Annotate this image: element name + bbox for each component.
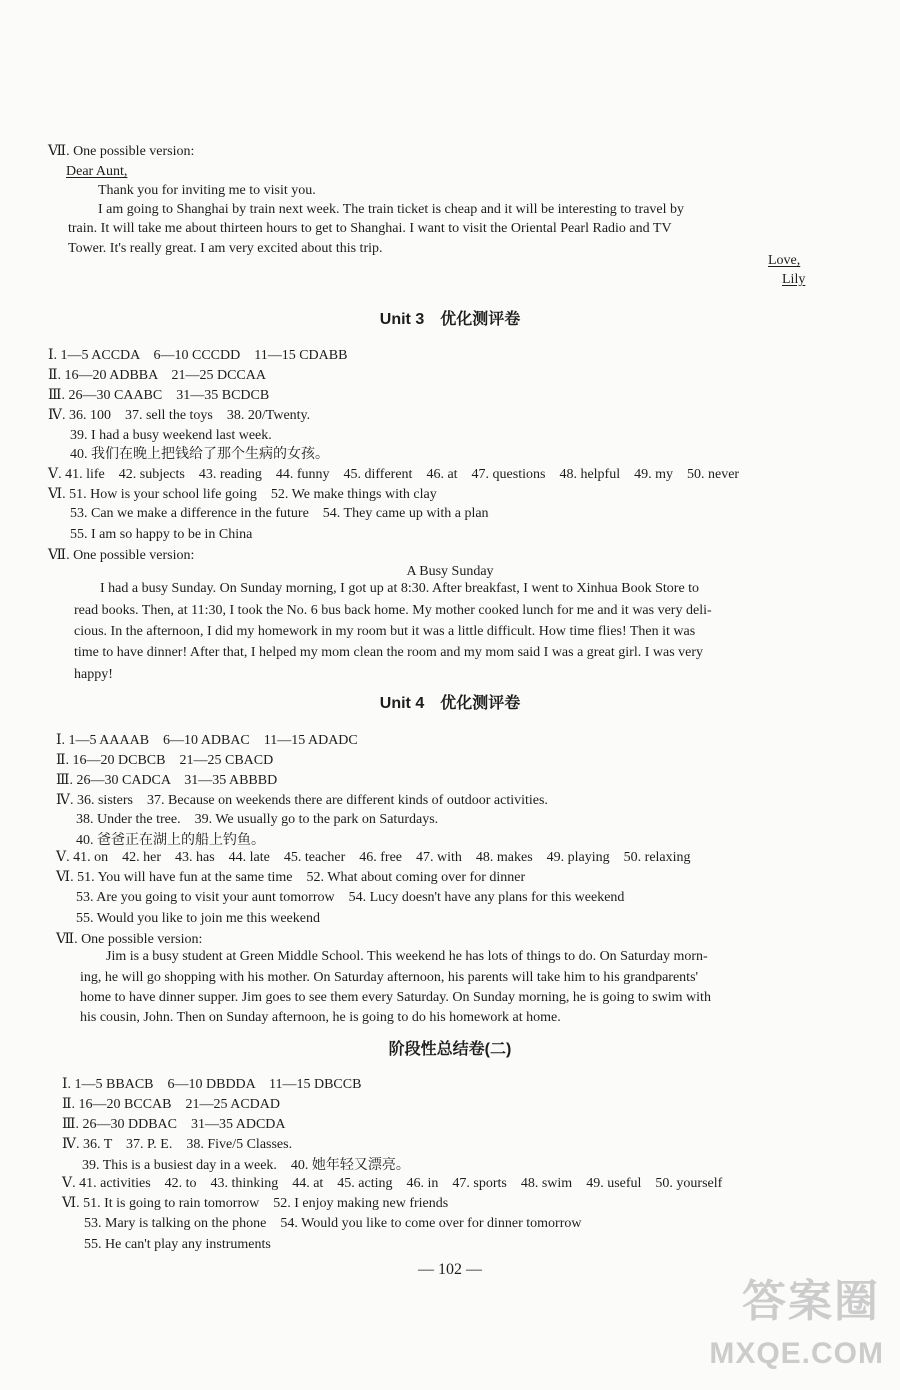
unit3-line: 53. Can we make a difference in the future 54. They came up with a plan	[70, 506, 489, 521]
unit3-essay-line: read books. Then, at 11:30, I took the No. 6 bus back home. My mother cooked lunch for me and it was very deli-	[74, 603, 712, 618]
letter-line: I am going to Shanghai by train next week. The train ticket is cheap and it will be interesting to travel by	[98, 202, 685, 217]
unit4-essay-line: his cousin, John. Then on Sunday afternoon, he is going to do his homework at home.	[80, 1010, 561, 1025]
unit4-line: 55. Would you like to join me this weekend	[76, 911, 320, 926]
letter-line: Thank you for inviting me to visit you.	[98, 183, 316, 198]
stage2-line: Ⅲ. 26—30 DDBAC 31—35 ADCDA	[62, 1117, 286, 1132]
unit3-line: 40. 我们在晚上把钱给了那个生病的女孩。	[70, 447, 329, 462]
unit3-title: Unit 3 优化测评卷	[379, 311, 521, 328]
stage2-line: Ⅰ. 1—5 BBACB 6—10 DBDDA 11—15 DBCCB	[62, 1077, 362, 1092]
unit3-essay-line: cious. In the afternoon, I did my homework in my room but it was a little difficult. How time flies! Then it was	[74, 624, 696, 639]
unit3-line: Ⅰ. 1—5 ACCDA 6—10 CCCDD 11—15 CDABB	[48, 348, 348, 363]
unit4-line: Ⅴ. 41. on 42. her 43. has 44. late 45. teacher 46. free 47. with 48. makes 49. playing 50. relaxing	[56, 850, 691, 865]
letter-signature: Lily	[782, 272, 806, 287]
stage2-line: 53. Mary is talking on the phone 54. Would you like to come over for dinner tomorrow	[84, 1216, 582, 1231]
unit4-title: Unit 4 优化测评卷	[379, 695, 521, 712]
unit4-essay-line: home to have dinner supper. Jim goes to see them every Saturday. On Sunday morning, he is going to swim with	[80, 990, 711, 1005]
stage2-line: Ⅱ. 16—20 BCCAB 21—25 ACDAD	[62, 1097, 280, 1112]
unit4-line: Ⅱ. 16—20 DCBCB 21—25 CBACD	[56, 753, 274, 768]
unit4-line: 40. 爸爸正在湖上的船上钓鱼。	[76, 833, 265, 848]
stage2-line: 55. He can't play any instruments	[84, 1237, 271, 1252]
unit4-line: Ⅲ. 26—30 CADCA 31—35 ABBBD	[56, 773, 278, 788]
unit3-essay-line: time to have dinner! After that, I helped my mom clean the room and my mom said I was a great girl. I was very	[74, 645, 704, 660]
unit3-line: Ⅲ. 26—30 CAABC 31—35 BCDCB	[48, 388, 270, 403]
unit3-line: Ⅴ. 41. life 42. subjects 43. reading 44. funny 45. different 46. at 47. questions 48. helpful 49. my 50. never	[48, 467, 740, 482]
unit4-line: Ⅶ. One possible version:	[56, 932, 203, 947]
unit3-line: Ⅳ. 36. 100 37. sell the toys 38. 20/Twenty.	[48, 408, 311, 423]
unit4-line: 38. Under the tree. 39. We usually go to the park on Saturdays.	[76, 812, 439, 827]
stage2-line: 39. This is a busiest day in a week. 40. 她年轻又漂亮。	[82, 1158, 410, 1173]
letter-closing: Love,	[768, 253, 801, 268]
page-number: — 102 —	[418, 1261, 482, 1278]
letter-line: train. It will take me about thirteen hours to get to Shanghai. I want to visit the Oriental Pearl Radio and TV	[68, 221, 672, 236]
unit3-essay-line: happy!	[74, 667, 113, 682]
unit4-essay-line: Jim is a busy student at Green Middle School. This weekend he has lots of things to do. On Saturday morn-	[106, 949, 708, 964]
unit3-line: Ⅶ. One possible version:	[48, 548, 195, 563]
letter-line: Tower. It's really great. I am very excited about this trip.	[68, 241, 383, 256]
stage2-line: Ⅴ. 41. activities 42. to 43. thinking 44. at 45. acting 46. in 47. sports 48. swim 49. useful 50. yourself	[62, 1176, 723, 1191]
unit4-line: Ⅳ. 36. sisters 37. Because on weekends there are different kinds of outdoor activities.	[56, 793, 548, 808]
unit3-line: Ⅵ. 51. How is your school life going 52. We make things with clay	[48, 487, 437, 502]
unit4-line: Ⅰ. 1—5 AAAAB 6—10 ADBAC 11—15 ADADC	[56, 733, 358, 748]
unit4-line: Ⅵ. 51. You will have fun at the same time 52. What about coming over for dinner	[56, 870, 526, 885]
unit3-essay-line: I had a busy Sunday. On Sunday morning, I got up at 8:30. After breakfast, I went to Xinhua Book Store to	[100, 581, 700, 596]
prev-part7-heading: Ⅶ. One possible version:	[48, 144, 195, 159]
unit3-line: 55. I am so happy to be in China	[70, 527, 253, 542]
watermark-text-cn: 答案圈	[742, 1277, 880, 1326]
unit4-essay-line: ing, he will go shopping with his mother. On Saturday afternoon, his parents will take him to his grandparents'	[80, 970, 699, 985]
stage2-line: Ⅳ. 36. T 37. P. E. 38. Five/5 Classes.	[62, 1137, 293, 1152]
unit3-essay-title: A Busy Sunday	[406, 564, 494, 579]
letter-salutation: Dear Aunt,	[66, 164, 128, 179]
stage2-title: 阶段性总结卷(二)	[388, 1041, 512, 1058]
unit3-line: 39. I had a busy weekend last week.	[70, 428, 272, 443]
stage2-line: Ⅵ. 51. It is going to rain tomorrow 52. I enjoy making new friends	[62, 1196, 449, 1211]
watermark-text-en: MXQE.COM	[709, 1337, 884, 1370]
unit3-line: Ⅱ. 16—20 ADBBA 21—25 DCCAA	[48, 368, 266, 383]
unit4-line: 53. Are you going to visit your aunt tomorrow 54. Lucy doesn't have any plans for this weekend	[76, 890, 625, 905]
watermark-logo	[690, 1277, 890, 1382]
